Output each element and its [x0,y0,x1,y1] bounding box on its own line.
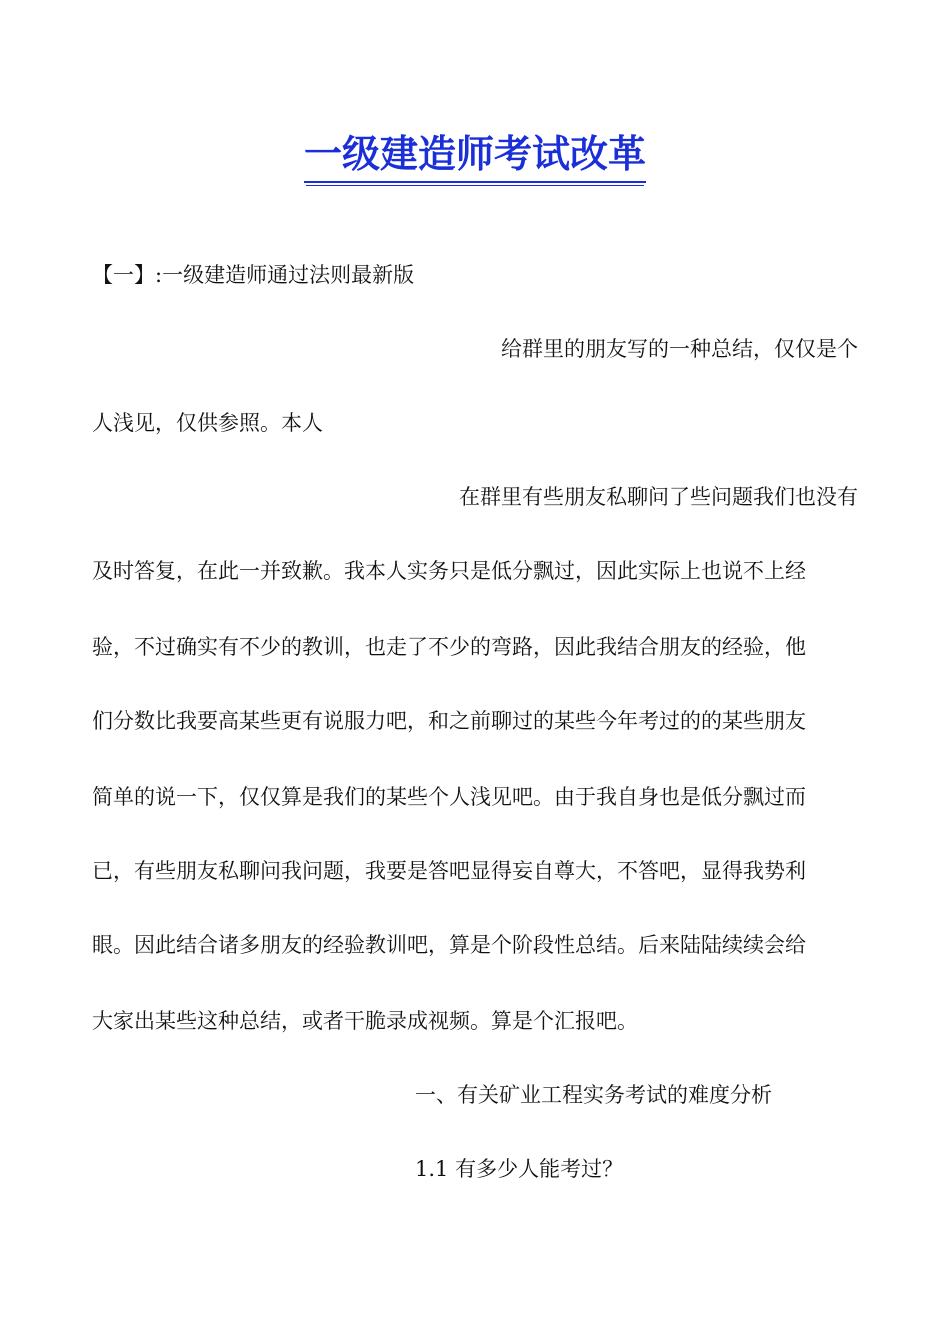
document-title-link[interactable] [0,128,950,183]
paragraph-line: 给群里的朋友写的一种总结，仅仅是个 [501,337,858,361]
section-label: 【一】:一级建造师通过法则最新版 [92,263,415,287]
paragraph-line: 大家出某些这种总结，或者干脆录成视频。算是个汇报吧。 [92,1009,638,1033]
paragraph-line: 简单的说一下，仅仅算是我们的某些个人浅见吧。由于我自身也是低分飘过而 [92,785,806,809]
paragraph-line: 人浅见，仅供参照。本人 [92,411,323,435]
paragraph-line: 验，不过确实有不少的教训，也走了不少的弯路，因此我结合朋友的经验，他 [92,635,806,659]
paragraph-line: 在群里有些朋友私聊问了些问题我们也没有 [459,485,858,509]
paragraph-line: 眼。因此结合诸多朋友的经验教训吧，算是个阶段性总结。后来陆陆续续会给 [92,933,806,957]
subsection-heading: 1.1 有多少人能考过？ [415,1157,624,1181]
paragraph-line: 已，有些朋友私聊问我问题，我要是答吧显得妄自尊大，不答吧，显得我势利 [92,859,806,883]
document-title[interactable]: 一级建造师考试改革 [304,128,646,183]
section-heading: 一、有关矿业工程实务考试的难度分析 [415,1083,772,1107]
paragraph-line: 及时答复，在此一并致歉。我本人实务只是低分飘过，因此实际上也说不上经 [92,559,806,583]
paragraph-line: 们分数比我要高某些更有说服力吧，和之前聊过的某些今年考过的的某些朋友 [92,709,806,733]
